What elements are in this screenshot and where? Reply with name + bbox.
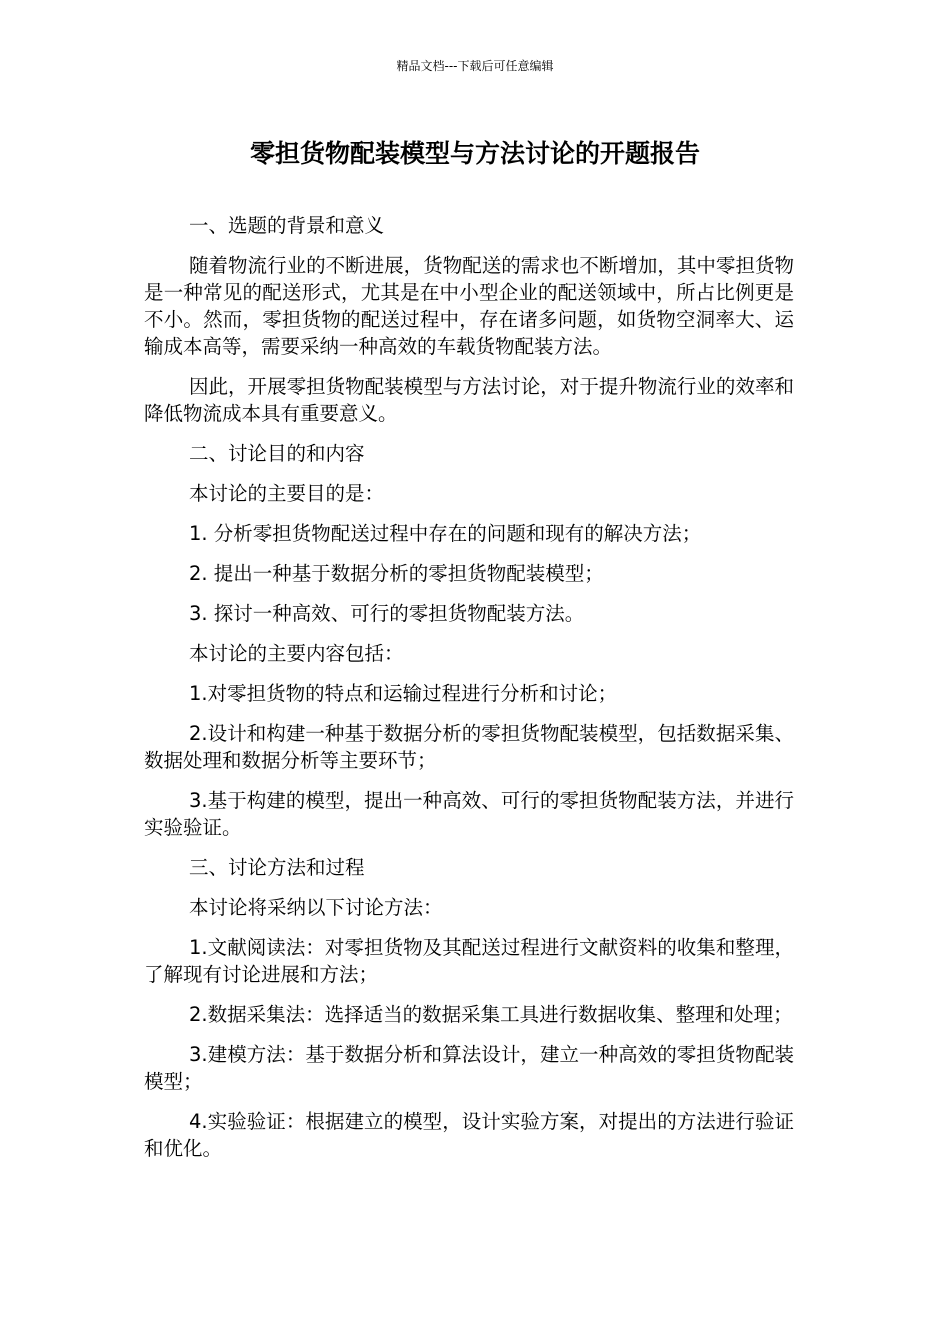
list-item-objective-3: 3. 探讨一种高效、可行的零担货物配装方法。: [189, 602, 585, 625]
list-item-content-3: 3.基于构建的模型，提出一种高效、可行的零担货物配装方法，并进行实验验证。: [144, 789, 794, 839]
paragraph-content-intro: 本讨论的主要内容包括：: [189, 642, 404, 665]
header-note: 精品文档---下载后可任意编辑: [396, 59, 554, 73]
section-heading-background: 一、选题的背景和意义: [189, 214, 385, 237]
list-item-objective-2: 2. 提出一种基于数据分析的零担货物配装模型；: [189, 562, 604, 585]
section-heading-objectives: 二、讨论目的和内容: [189, 442, 365, 465]
document-body: [144, 212, 794, 1175]
paragraph-objectives-intro: 本讨论的主要目的是：: [189, 482, 385, 505]
section-heading-methods: 三、讨论方法和过程: [189, 856, 365, 879]
paragraph-background: 随着物流行业的不断进展，货物配送的需求也不断增加，其中零担货物是一种常见的配送形式，尤其是在中小型企业的配送领域中，所占比例更是不小。然而，零担货物的配送过程中，存在诸多问题，如货物空洞率大、运输成本高等，需要采纳一种高效的车载货物配装方法。: [144, 254, 794, 358]
list-item-method-2: 2.数据采集法：选择适当的数据采集工具进行数据收集、整理和处理；: [189, 1003, 793, 1026]
list-item-content-1: 1.对零担货物的特点和运输过程进行分析和讨论；: [189, 682, 618, 705]
list-item-method-1: 1.文献阅读法：对零担货物及其配送过程进行文献资料的收集和整理，了解现有讨论进展和方法；: [144, 936, 794, 986]
paragraph-methods-intro: 本讨论将采纳以下讨论方法：: [189, 896, 443, 919]
list-item-content-2: 2.设计和构建一种基于数据分析的零担货物配装模型，包括数据采集、数据处理和数据分析等主要环节；: [144, 722, 794, 772]
document-title: 零担货物配装模型与方法讨论的开题报告: [249, 139, 700, 168]
paragraph-significance: 因此，开展零担货物配装模型与方法讨论，对于提升物流行业的效率和降低物流成本具有重要意义。: [144, 375, 794, 425]
list-item-method-4: 4.实验验证：根据建立的模型，设计实验方案，对提出的方法进行验证和优化。: [144, 1110, 794, 1160]
list-item-method-3: 3.建模方法：基于数据分析和算法设计，建立一种高效的零担货物配装模型；: [144, 1043, 794, 1093]
list-item-objective-1: 1. 分析零担货物配送过程中存在的问题和现有的解决方法；: [189, 522, 702, 545]
